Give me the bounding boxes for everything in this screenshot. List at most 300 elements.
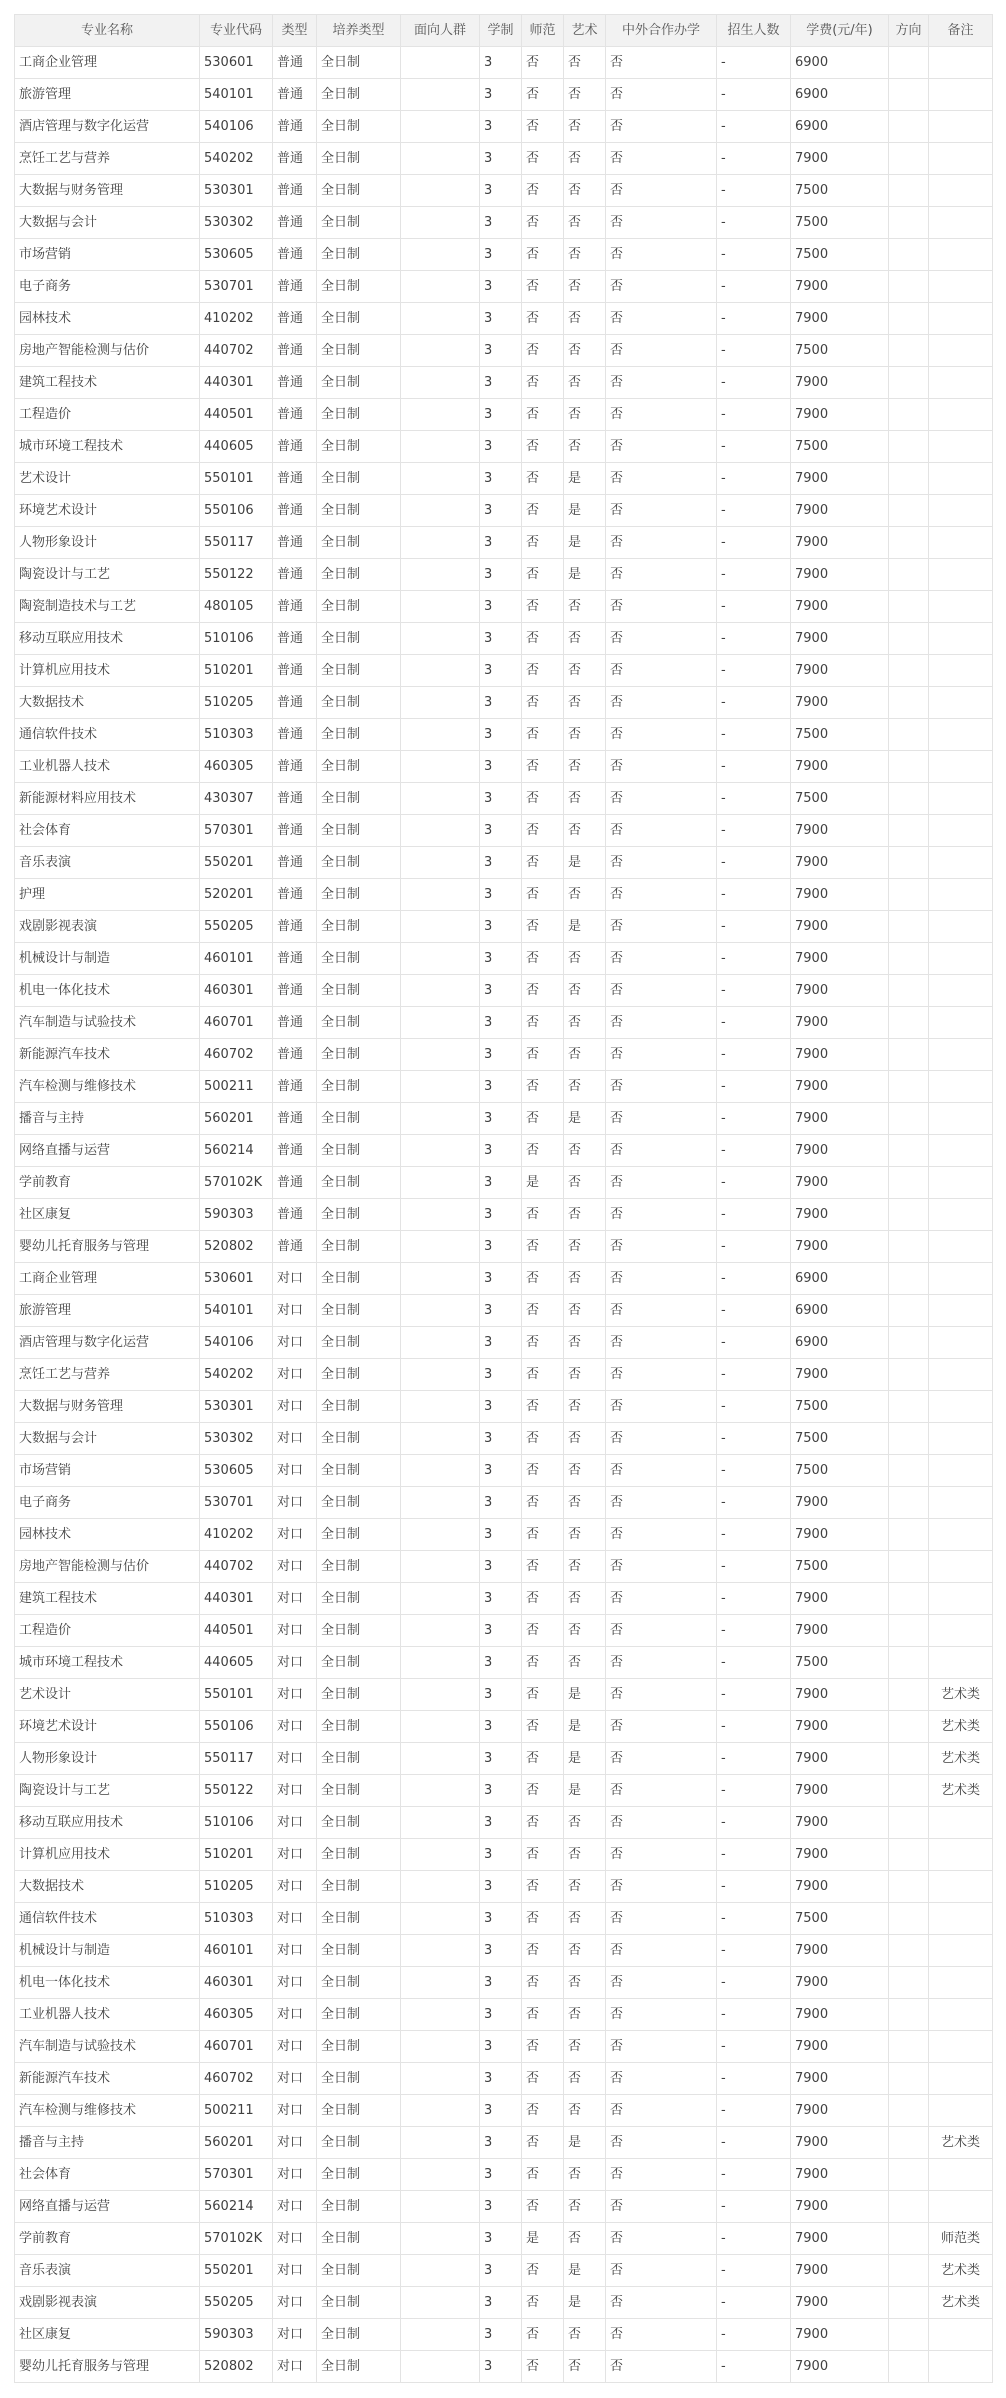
col-sino-foreign: 否 bbox=[606, 2031, 717, 2063]
col-teacher-ed: 否 bbox=[522, 527, 564, 559]
col-direction bbox=[889, 591, 929, 623]
col-major-name: 市场营销 bbox=[15, 1455, 200, 1487]
col-training-type: 全日制 bbox=[317, 783, 401, 815]
col-teacher-ed: 否 bbox=[522, 399, 564, 431]
col-type: 普通 bbox=[273, 399, 317, 431]
table-row bbox=[15, 687, 993, 719]
table-row bbox=[15, 1327, 993, 1359]
col-target-group bbox=[401, 399, 480, 431]
col-major-code: 570301 bbox=[200, 2159, 273, 2191]
col-major-name: 戏剧影视表演 bbox=[15, 2287, 200, 2319]
col-enrollment: - bbox=[717, 1647, 791, 1679]
col-major-code: 510205 bbox=[200, 1871, 273, 1903]
col-major-code: 530701 bbox=[200, 1487, 273, 1519]
col-direction bbox=[889, 463, 929, 495]
col-major-name: 工业机器人技术 bbox=[15, 751, 200, 783]
col-teacher-ed: 否 bbox=[522, 47, 564, 79]
col-sino-foreign: 否 bbox=[606, 79, 717, 111]
col-sino-foreign: 否 bbox=[606, 1359, 717, 1391]
col-target-group bbox=[401, 2127, 480, 2159]
col-enrollment: - bbox=[717, 719, 791, 751]
col-major-code: 460305 bbox=[200, 1999, 273, 2031]
col-teacher-ed: 否 bbox=[522, 335, 564, 367]
col-major-name: 人物形象设计 bbox=[15, 527, 200, 559]
col-major-name: 艺术设计 bbox=[15, 1679, 200, 1711]
col-tuition: 7900 bbox=[791, 2287, 889, 2319]
page-top-strip bbox=[0, 0, 1006, 14]
col-type: 普通 bbox=[273, 495, 317, 527]
col-art: 否 bbox=[564, 367, 606, 399]
col-major-code: 440301 bbox=[200, 367, 273, 399]
col-target-group bbox=[401, 1423, 480, 1455]
col-major-code: 460702 bbox=[200, 2063, 273, 2095]
col-type: 普通 bbox=[273, 1039, 317, 1071]
col-teacher-ed: 否 bbox=[522, 1615, 564, 1647]
col-type: 对口 bbox=[273, 1551, 317, 1583]
col-duration: 3 bbox=[480, 1487, 522, 1519]
col-duration: 3 bbox=[480, 1231, 522, 1263]
col-enrollment: - bbox=[717, 271, 791, 303]
col-sino-foreign: 否 bbox=[606, 1775, 717, 1807]
col-note bbox=[929, 1103, 993, 1135]
col-duration: 3 bbox=[480, 2255, 522, 2287]
col-tuition: 7900 bbox=[791, 975, 889, 1007]
col-note: 艺术类 bbox=[929, 1743, 993, 1775]
col-type: 普通 bbox=[273, 1071, 317, 1103]
col-major-code: 530301 bbox=[200, 1391, 273, 1423]
col-tuition: 7900 bbox=[791, 1167, 889, 1199]
col-tuition: 7900 bbox=[791, 2031, 889, 2063]
col-sino-foreign: 否 bbox=[606, 1327, 717, 1359]
col-direction bbox=[889, 367, 929, 399]
col-major-code: 500211 bbox=[200, 2095, 273, 2127]
col-note bbox=[929, 719, 993, 751]
col-major-code: 570102K bbox=[200, 1167, 273, 1199]
col-major-name: 环境艺术设计 bbox=[15, 495, 200, 527]
col-training-type: 全日制 bbox=[317, 399, 401, 431]
col-direction bbox=[889, 1135, 929, 1167]
col-training-type: 全日制 bbox=[317, 847, 401, 879]
table-row bbox=[15, 751, 993, 783]
table-row bbox=[15, 1359, 993, 1391]
col-type: 对口 bbox=[273, 1263, 317, 1295]
col-teacher-ed: 否 bbox=[522, 687, 564, 719]
table-row bbox=[15, 1231, 993, 1263]
table-row bbox=[15, 943, 993, 975]
col-sino-foreign: 否 bbox=[606, 463, 717, 495]
col-note bbox=[929, 47, 993, 79]
col-training-type: 全日制 bbox=[317, 2159, 401, 2191]
col-type: 普通 bbox=[273, 623, 317, 655]
col-tuition: 7900 bbox=[791, 815, 889, 847]
col-enrollment: - bbox=[717, 623, 791, 655]
col-training-type: 全日制 bbox=[317, 751, 401, 783]
col-major-code: 510106 bbox=[200, 1807, 273, 1839]
col-major-name: 新能源汽车技术 bbox=[15, 2063, 200, 2095]
col-major-name: 大数据技术 bbox=[15, 687, 200, 719]
col-major-code: 440702 bbox=[200, 335, 273, 367]
header-col-art: 艺术 bbox=[564, 15, 606, 47]
header-row bbox=[15, 15, 993, 47]
col-art: 否 bbox=[564, 1423, 606, 1455]
col-tuition: 7900 bbox=[791, 1071, 889, 1103]
col-note bbox=[929, 1807, 993, 1839]
col-note bbox=[929, 2351, 993, 2383]
col-teacher-ed: 否 bbox=[522, 271, 564, 303]
col-enrollment: - bbox=[717, 1455, 791, 1487]
col-tuition: 6900 bbox=[791, 79, 889, 111]
col-art: 否 bbox=[564, 399, 606, 431]
table-row bbox=[15, 239, 993, 271]
col-target-group bbox=[401, 527, 480, 559]
col-major-code: 410202 bbox=[200, 1519, 273, 1551]
enrollment-table-container bbox=[14, 14, 992, 2383]
col-note bbox=[929, 1327, 993, 1359]
col-major-name: 计算机应用技术 bbox=[15, 655, 200, 687]
col-enrollment: - bbox=[717, 1263, 791, 1295]
col-training-type: 全日制 bbox=[317, 879, 401, 911]
col-direction bbox=[889, 1647, 929, 1679]
col-art: 否 bbox=[564, 2063, 606, 2095]
col-teacher-ed: 否 bbox=[522, 1263, 564, 1295]
col-tuition: 7900 bbox=[791, 1839, 889, 1871]
col-duration: 3 bbox=[480, 1039, 522, 1071]
col-training-type: 全日制 bbox=[317, 2127, 401, 2159]
col-enrollment: - bbox=[717, 687, 791, 719]
col-target-group bbox=[401, 431, 480, 463]
col-duration: 3 bbox=[480, 1007, 522, 1039]
col-note bbox=[929, 751, 993, 783]
col-direction bbox=[889, 1039, 929, 1071]
col-teacher-ed: 否 bbox=[522, 143, 564, 175]
table-row bbox=[15, 847, 993, 879]
col-major-name: 学前教育 bbox=[15, 1167, 200, 1199]
col-direction bbox=[889, 271, 929, 303]
col-enrollment: - bbox=[717, 2223, 791, 2255]
col-direction bbox=[889, 431, 929, 463]
col-sino-foreign: 否 bbox=[606, 367, 717, 399]
col-direction bbox=[889, 655, 929, 687]
col-major-name: 大数据技术 bbox=[15, 1871, 200, 1903]
col-art: 否 bbox=[564, 175, 606, 207]
col-art: 否 bbox=[564, 1167, 606, 1199]
col-duration: 3 bbox=[480, 1967, 522, 1999]
col-note bbox=[929, 1487, 993, 1519]
col-note bbox=[929, 2095, 993, 2127]
col-sino-foreign: 否 bbox=[606, 975, 717, 1007]
col-training-type: 全日制 bbox=[317, 1455, 401, 1487]
col-training-type: 全日制 bbox=[317, 2063, 401, 2095]
col-direction bbox=[889, 2191, 929, 2223]
col-sino-foreign: 否 bbox=[606, 1519, 717, 1551]
col-major-name: 婴幼儿托育服务与管理 bbox=[15, 2351, 200, 2383]
table-row bbox=[15, 2095, 993, 2127]
col-major-code: 510303 bbox=[200, 1903, 273, 1935]
col-target-group bbox=[401, 143, 480, 175]
table-row bbox=[15, 1935, 993, 1967]
table-row bbox=[15, 1135, 993, 1167]
table-row bbox=[15, 1711, 993, 1743]
col-duration: 3 bbox=[480, 783, 522, 815]
col-sino-foreign: 否 bbox=[606, 527, 717, 559]
col-duration: 3 bbox=[480, 1519, 522, 1551]
col-tuition: 7500 bbox=[791, 175, 889, 207]
col-tuition: 6900 bbox=[791, 47, 889, 79]
col-teacher-ed: 否 bbox=[522, 1871, 564, 1903]
col-art: 否 bbox=[564, 687, 606, 719]
col-direction bbox=[889, 1455, 929, 1487]
col-sino-foreign: 否 bbox=[606, 1999, 717, 2031]
col-target-group bbox=[401, 655, 480, 687]
col-enrollment: - bbox=[717, 1903, 791, 1935]
col-major-code: 550205 bbox=[200, 2287, 273, 2319]
col-major-name: 房地产智能检测与估价 bbox=[15, 335, 200, 367]
col-teacher-ed: 否 bbox=[522, 847, 564, 879]
col-sino-foreign: 否 bbox=[606, 2255, 717, 2287]
col-major-code: 530601 bbox=[200, 1263, 273, 1295]
col-enrollment: - bbox=[717, 1935, 791, 1967]
col-major-code: 560214 bbox=[200, 1135, 273, 1167]
col-teacher-ed: 否 bbox=[522, 111, 564, 143]
col-teacher-ed: 否 bbox=[522, 1423, 564, 1455]
col-enrollment: - bbox=[717, 2063, 791, 2095]
col-major-name: 机电一体化技术 bbox=[15, 975, 200, 1007]
col-direction bbox=[889, 47, 929, 79]
table-row bbox=[15, 1295, 993, 1327]
col-tuition: 7500 bbox=[791, 1647, 889, 1679]
col-target-group bbox=[401, 847, 480, 879]
col-teacher-ed: 否 bbox=[522, 1967, 564, 1999]
col-target-group bbox=[401, 1647, 480, 1679]
col-training-type: 全日制 bbox=[317, 1071, 401, 1103]
col-direction bbox=[889, 1935, 929, 1967]
col-teacher-ed: 否 bbox=[522, 879, 564, 911]
col-duration: 3 bbox=[480, 239, 522, 271]
col-art: 否 bbox=[564, 1359, 606, 1391]
col-sino-foreign: 否 bbox=[606, 399, 717, 431]
col-type: 对口 bbox=[273, 2095, 317, 2127]
col-direction bbox=[889, 1711, 929, 1743]
col-note bbox=[929, 1871, 993, 1903]
col-major-code: 460701 bbox=[200, 1007, 273, 1039]
col-type: 对口 bbox=[273, 1487, 317, 1519]
col-duration: 3 bbox=[480, 143, 522, 175]
col-tuition: 6900 bbox=[791, 1263, 889, 1295]
col-training-type: 全日制 bbox=[317, 207, 401, 239]
table-row bbox=[15, 2031, 993, 2063]
col-major-name: 电子商务 bbox=[15, 271, 200, 303]
col-note bbox=[929, 2191, 993, 2223]
col-note bbox=[929, 1135, 993, 1167]
col-duration: 3 bbox=[480, 1999, 522, 2031]
col-type: 普通 bbox=[273, 271, 317, 303]
col-sino-foreign: 否 bbox=[606, 1839, 717, 1871]
table-row bbox=[15, 1455, 993, 1487]
col-teacher-ed: 否 bbox=[522, 1711, 564, 1743]
col-sino-foreign: 否 bbox=[606, 1167, 717, 1199]
col-sino-foreign: 否 bbox=[606, 591, 717, 623]
col-sino-foreign: 否 bbox=[606, 1967, 717, 1999]
col-major-name: 新能源材料应用技术 bbox=[15, 783, 200, 815]
col-tuition: 7900 bbox=[791, 911, 889, 943]
col-duration: 3 bbox=[480, 2319, 522, 2351]
col-enrollment: - bbox=[717, 463, 791, 495]
col-enrollment: - bbox=[717, 207, 791, 239]
col-teacher-ed: 否 bbox=[522, 591, 564, 623]
col-note bbox=[929, 1967, 993, 1999]
col-tuition: 7900 bbox=[791, 367, 889, 399]
col-major-name: 大数据与会计 bbox=[15, 207, 200, 239]
col-type: 普通 bbox=[273, 367, 317, 399]
col-enrollment: - bbox=[717, 239, 791, 271]
col-target-group bbox=[401, 239, 480, 271]
col-tuition: 7900 bbox=[791, 559, 889, 591]
col-duration: 3 bbox=[480, 495, 522, 527]
col-sino-foreign: 否 bbox=[606, 2127, 717, 2159]
col-art: 否 bbox=[564, 783, 606, 815]
col-major-name: 移动互联应用技术 bbox=[15, 623, 200, 655]
col-duration: 3 bbox=[480, 943, 522, 975]
col-sino-foreign: 否 bbox=[606, 1199, 717, 1231]
col-major-name: 婴幼儿托育服务与管理 bbox=[15, 1231, 200, 1263]
col-note bbox=[929, 847, 993, 879]
col-duration: 3 bbox=[480, 1615, 522, 1647]
col-direction bbox=[889, 495, 929, 527]
col-type: 普通 bbox=[273, 335, 317, 367]
col-major-name: 旅游管理 bbox=[15, 79, 200, 111]
col-direction bbox=[889, 2063, 929, 2095]
col-major-code: 550205 bbox=[200, 911, 273, 943]
col-sino-foreign: 否 bbox=[606, 143, 717, 175]
col-tuition: 7500 bbox=[791, 719, 889, 751]
col-major-name: 计算机应用技术 bbox=[15, 1839, 200, 1871]
col-note bbox=[929, 1519, 993, 1551]
col-art: 否 bbox=[564, 879, 606, 911]
col-direction bbox=[889, 1487, 929, 1519]
col-major-code: 570301 bbox=[200, 815, 273, 847]
table-row bbox=[15, 495, 993, 527]
col-major-name: 酒店管理与数字化运营 bbox=[15, 111, 200, 143]
col-major-name: 音乐表演 bbox=[15, 2255, 200, 2287]
col-training-type: 全日制 bbox=[317, 239, 401, 271]
col-tuition: 7900 bbox=[791, 1615, 889, 1647]
col-note: 艺术类 bbox=[929, 1711, 993, 1743]
col-teacher-ed: 否 bbox=[522, 943, 564, 975]
col-art: 否 bbox=[564, 751, 606, 783]
col-tuition: 6900 bbox=[791, 1295, 889, 1327]
col-major-code: 570102K bbox=[200, 2223, 273, 2255]
col-direction bbox=[889, 2127, 929, 2159]
col-duration: 3 bbox=[480, 335, 522, 367]
col-teacher-ed: 否 bbox=[522, 1007, 564, 1039]
table-row bbox=[15, 623, 993, 655]
col-direction bbox=[889, 2351, 929, 2383]
col-teacher-ed: 否 bbox=[522, 2095, 564, 2127]
col-art: 否 bbox=[564, 1551, 606, 1583]
col-sino-foreign: 否 bbox=[606, 1391, 717, 1423]
col-teacher-ed: 否 bbox=[522, 1487, 564, 1519]
col-direction bbox=[889, 1839, 929, 1871]
col-enrollment: - bbox=[717, 1359, 791, 1391]
col-duration: 3 bbox=[480, 655, 522, 687]
col-target-group bbox=[401, 1839, 480, 1871]
col-training-type: 全日制 bbox=[317, 1199, 401, 1231]
col-tuition: 7900 bbox=[791, 2351, 889, 2383]
col-target-group bbox=[401, 2063, 480, 2095]
col-major-name: 电子商务 bbox=[15, 1487, 200, 1519]
col-enrollment: - bbox=[717, 2127, 791, 2159]
col-major-code: 550122 bbox=[200, 1775, 273, 1807]
col-training-type: 全日制 bbox=[317, 1615, 401, 1647]
col-type: 普通 bbox=[273, 943, 317, 975]
col-major-name: 播音与主持 bbox=[15, 2127, 200, 2159]
col-tuition: 7900 bbox=[791, 847, 889, 879]
col-note: 艺术类 bbox=[929, 2255, 993, 2287]
table-row bbox=[15, 911, 993, 943]
col-training-type: 全日制 bbox=[317, 175, 401, 207]
col-direction bbox=[889, 207, 929, 239]
col-note: 师范类 bbox=[929, 2223, 993, 2255]
col-tuition: 7900 bbox=[791, 1967, 889, 1999]
col-training-type: 全日制 bbox=[317, 1359, 401, 1391]
col-sino-foreign: 否 bbox=[606, 719, 717, 751]
col-tuition: 7900 bbox=[791, 1103, 889, 1135]
col-major-name: 建筑工程技术 bbox=[15, 1583, 200, 1615]
col-target-group bbox=[401, 1615, 480, 1647]
col-target-group bbox=[401, 207, 480, 239]
col-enrollment: - bbox=[717, 2351, 791, 2383]
col-sino-foreign: 否 bbox=[606, 1231, 717, 1263]
col-enrollment: - bbox=[717, 1871, 791, 1903]
col-teacher-ed: 否 bbox=[522, 1583, 564, 1615]
col-enrollment: - bbox=[717, 1391, 791, 1423]
col-tuition: 7500 bbox=[791, 431, 889, 463]
col-duration: 3 bbox=[480, 2287, 522, 2319]
col-target-group bbox=[401, 1071, 480, 1103]
table-row bbox=[15, 2127, 993, 2159]
col-direction bbox=[889, 1871, 929, 1903]
col-teacher-ed: 否 bbox=[522, 1807, 564, 1839]
col-sino-foreign: 否 bbox=[606, 623, 717, 655]
col-art: 是 bbox=[564, 847, 606, 879]
col-direction bbox=[889, 1263, 929, 1295]
col-sino-foreign: 否 bbox=[606, 687, 717, 719]
table-row bbox=[15, 1263, 993, 1295]
col-direction bbox=[889, 975, 929, 1007]
col-teacher-ed: 否 bbox=[522, 1839, 564, 1871]
col-teacher-ed: 否 bbox=[522, 1359, 564, 1391]
col-tuition: 7900 bbox=[791, 1519, 889, 1551]
col-direction bbox=[889, 719, 929, 751]
col-duration: 3 bbox=[480, 815, 522, 847]
col-enrollment: - bbox=[717, 1743, 791, 1775]
col-art: 否 bbox=[564, 1135, 606, 1167]
col-training-type: 全日制 bbox=[317, 1967, 401, 1999]
col-major-code: 550201 bbox=[200, 2255, 273, 2287]
col-type: 对口 bbox=[273, 2255, 317, 2287]
col-duration: 3 bbox=[480, 751, 522, 783]
col-direction bbox=[889, 1903, 929, 1935]
col-note bbox=[929, 495, 993, 527]
col-note: 艺术类 bbox=[929, 2127, 993, 2159]
col-sino-foreign: 否 bbox=[606, 911, 717, 943]
table-row bbox=[15, 655, 993, 687]
table-row bbox=[15, 303, 993, 335]
col-enrollment: - bbox=[717, 1487, 791, 1519]
table-row bbox=[15, 79, 993, 111]
col-art: 否 bbox=[564, 2159, 606, 2191]
col-art: 否 bbox=[564, 1839, 606, 1871]
